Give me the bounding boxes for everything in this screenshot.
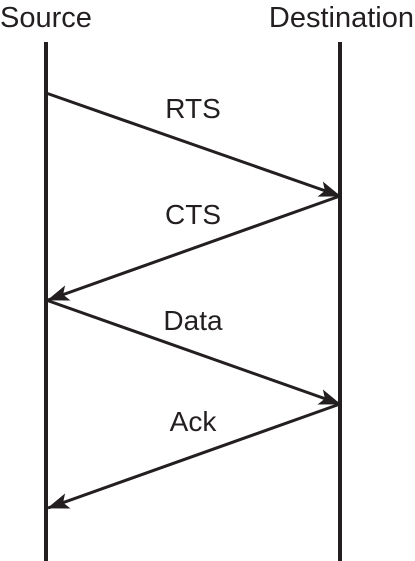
rts-label: RTS xyxy=(165,93,221,124)
source-label: Source xyxy=(0,2,92,34)
destination-label: Destination xyxy=(268,2,414,34)
data-label: Data xyxy=(163,305,223,336)
cts-label: CTS xyxy=(165,199,221,230)
ack-label: Ack xyxy=(169,406,217,437)
